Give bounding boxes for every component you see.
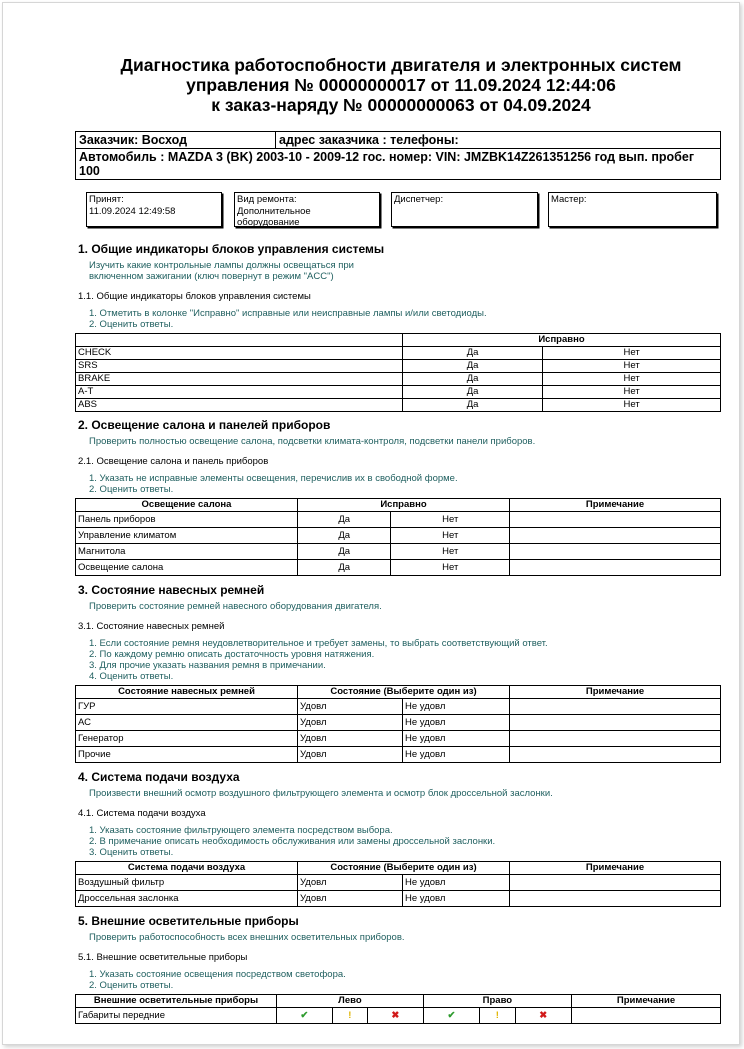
- section-5-steps: 1. Указать состояние освещения посредством светофора. 2. Оценить ответы.: [89, 969, 346, 991]
- table-row: Панель приборов Да Нет: [76, 512, 721, 528]
- section-1-steps: 1. Отметить в колонке "Исправно" исправные или неисправные лампы и/или светодиоды. 2. Оценить ответы.: [89, 308, 487, 330]
- left-warning-icon[interactable]: !: [332, 1008, 367, 1024]
- customer-address: адрес заказчика : телефоны:: [279, 133, 459, 147]
- section-5-desc: Проверить работоспособность всех внешних осветительных приборов.: [89, 932, 405, 943]
- dispatcher-box: Диспетчер:: [391, 192, 538, 227]
- section-5-sub: 5.1. Внешние осветительные приборы: [78, 952, 248, 963]
- left-fail-icon[interactable]: ✖: [367, 1008, 423, 1024]
- table-row: ABS Да Нет: [76, 399, 721, 412]
- table-row: A-T Да Нет: [76, 386, 721, 399]
- client-info: [75, 131, 721, 180]
- table-row: Генератор Удовл Не удовл: [76, 731, 721, 747]
- section-1-table: Исправно CHECK Да Нет SRS Да Нет BRAKE Да Нет A-T Да Нет ABS Да Нет: [75, 333, 721, 412]
- customer: Заказчик: Восход: [76, 132, 276, 148]
- section-2-table: Освещение салона Исправно Примечание Панель приборов Да Нет Управление климатом Да Нет Магнитола Да Нет Освещение салона Да Нет: [75, 498, 721, 576]
- section-1-sub: 1.1. Общие индикаторы блоков управления системы: [78, 291, 311, 302]
- section-3-desc: Проверить состояние ремней навесного оборудования двигателя.: [89, 601, 382, 612]
- table-row: Магнитола Да Нет: [76, 544, 721, 560]
- table-row: ГУР Удовл Не удовл: [76, 699, 721, 715]
- car-info: Автомобиль : MAZDA 3 (BK) 2003-10 - 2009-12 гос. номер: VIN: JMZBK14Z261351256 год вып. пробег 100: [79, 150, 695, 178]
- accepted-box: Принят: 11.09.2024 12:49:58: [86, 192, 222, 227]
- section-2-steps: 1. Указать не исправные элементы освещения, перечислив их в свободной форме. 2. Оценить ответы.: [89, 473, 458, 495]
- section-3-sub: 3.1. Состояние навесных ремней: [78, 621, 225, 632]
- table-row: Габариты передние ✔ ! ✖ ✔ ! ✖: [76, 1008, 721, 1024]
- section-5-title: 5. Внешние осветительные приборы: [78, 914, 299, 928]
- right-ok-icon[interactable]: ✔: [423, 1008, 479, 1024]
- table-row: Воздушный фильтр Удовл Не удовл: [76, 875, 721, 891]
- section-1-desc: Изучить какие контрольные лампы должны освещаться при включенном зажигании (ключ повернут в режим "ACC"): [89, 260, 354, 282]
- section-1-title: 1. Общие индикаторы блоков управления системы: [78, 242, 385, 256]
- repair-type-box: Вид ремонта: Дополнительное оборудование: [234, 192, 380, 227]
- table-row: SRS Да Нет: [76, 360, 721, 373]
- section-5-table: Внешние осветительные приборы Лево Право Примечание Габариты передние ✔ ! ✖ ✔ ! ✖: [75, 994, 721, 1024]
- left-ok-icon[interactable]: ✔: [277, 1008, 333, 1024]
- table-row: АС Удовл Не удовл: [76, 715, 721, 731]
- table-row: CHECK Да Нет: [76, 347, 721, 360]
- table-row: Управление климатом Да Нет: [76, 528, 721, 544]
- section-4-table: Система подачи воздуха Состояние (Выберите один из) Примечание Воздушный фильтр Удовл Не удовл Дроссельная заслонка Удовл Не удовл: [75, 861, 721, 907]
- right-warning-icon[interactable]: !: [480, 1008, 516, 1024]
- table-row: Дроссельная заслонка Удовл Не удовл: [76, 891, 721, 907]
- section-2-desc: Проверить полностью освещение салона, подсветки климата-контроля, подсветки панели приборов.: [89, 436, 536, 447]
- section-3-title: 3. Состояние навесных ремней: [78, 583, 265, 597]
- section-2-title: 2. Освещение салона и панелей приборов: [78, 418, 331, 432]
- section-3-steps: 1. Если состояние ремня неудовлетворительное и требует замены, то выбрать соответствующий ответ. 2. По каждому ремню описать достаточность уровня натяжения. 3. Для прочие указать названия ремня в примечании. 4. Оценить ответы.: [89, 638, 548, 682]
- document-page: [2, 2, 740, 1045]
- right-fail-icon[interactable]: ✖: [515, 1008, 571, 1024]
- table-row: Освещение салона Да Нет: [76, 560, 721, 576]
- section-3-table: Состояние навесных ремней Состояние (Выберите один из) Примечание ГУР Удовл Не удовл АС Удовл Не удовл Генератор Удовл Не удовл Прочие Удовл Не удовл: [75, 685, 721, 763]
- section-2-sub: 2.1. Освещение салона и панель приборов: [78, 456, 269, 467]
- table-row: BRAKE Да Нет: [76, 373, 721, 386]
- section-4-sub: 4.1. Система подачи воздуха: [78, 808, 206, 819]
- order-boxes: [75, 192, 721, 227]
- table-row: Прочие Удовл Не удовл: [76, 747, 721, 763]
- section-4-title: 4. Система подачи воздуха: [78, 770, 240, 784]
- section-4-steps: 1. Указать состояние фильтрующего элемента посредством выбора. 2. В примечание описать необходимость обслуживания или замены дроссельной заслонки. 3. Оценить ответы.: [89, 825, 496, 858]
- section-4-desc: Произвести внешний осмотр воздушного фильтрующего элемента и осмотр блок дроссельной заслонки.: [89, 788, 553, 799]
- master-box: Мастер:: [548, 192, 717, 227]
- document-title: Диагностика работоспобности двигателя и электронных систем управления № 00000000017 от 11.09.2024 12:44:06 к заказ-наряду № 00000000063 от 04.09.2024: [120, 55, 682, 115]
